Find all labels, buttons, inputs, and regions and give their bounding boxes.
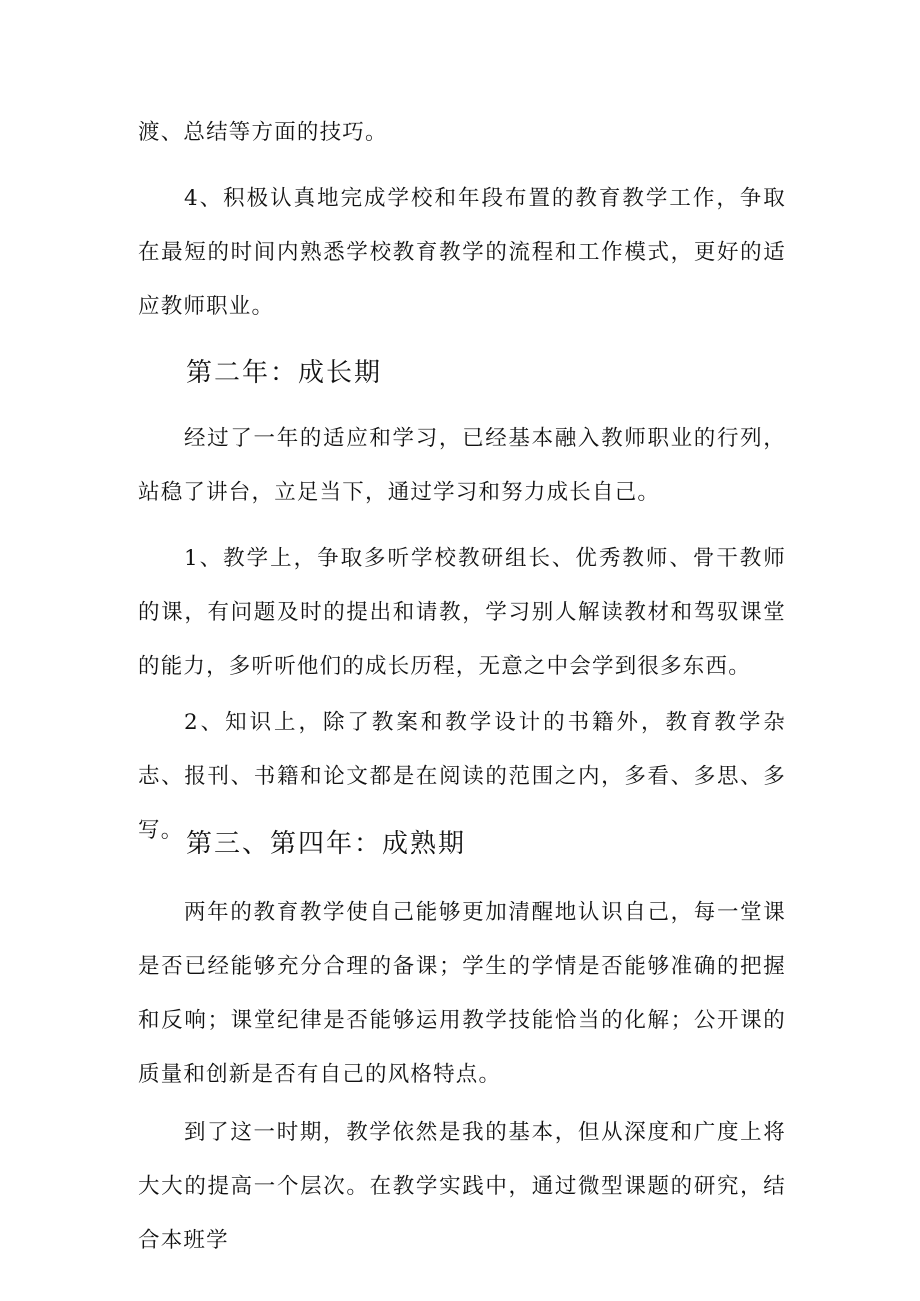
section-heading-year-two: 第二年：成长期 (186, 358, 383, 388)
paragraph-this-period: 到了这一时期，教学依然是我的基本，但从深度和广度上将大大的提高一个层次。在教学实践中，通过微型课题的研究，结合本班学 (138, 1120, 786, 1253)
paragraph-item-4: 4、积极认真地完成学校和年段布置的教育教学工作，争取在最短的时间内熟悉学校教育教学的流程和工作模式，更好的适应教师职业。 (138, 186, 786, 319)
paragraph-knowledge-item-2: 2、知识上，除了教案和教学设计的书籍外，教育教学杂志、报刊、书籍和论文都是在阅读的范围之内，多看、多思、多写。 (138, 710, 786, 843)
paragraph-teaching-item-1: 1、教学上，争取多听学校教研组长、优秀教师、骨干教师的课，有问题及时的提出和请教，学习别人解读教材和驾驭课堂的能力，多听听他们的成长历程，无意之中会学到很多东西。 (138, 546, 786, 679)
paragraph-continuation: 渡、总结等方面的技巧。 (138, 120, 388, 145)
paragraph-year-two-intro: 经过了一年的适应和学习，已经基本融入教师职业的行列，站稳了讲台，立足当下，通过学习和努力成长自己。 (138, 426, 786, 505)
section-heading-year-three-four: 第三、第四年：成熟期 (186, 829, 467, 859)
paragraph-reflection: 两年的教育教学使自己能够更加清醒地认识自己，每一堂课是否已经能够充分合理的备课；学生的学情是否能够准确的把握和反响；课堂纪律是否能够运用教学技能恰当的化解；公开课的质量和创新是否有自己的风格特点。 (138, 900, 786, 1087)
